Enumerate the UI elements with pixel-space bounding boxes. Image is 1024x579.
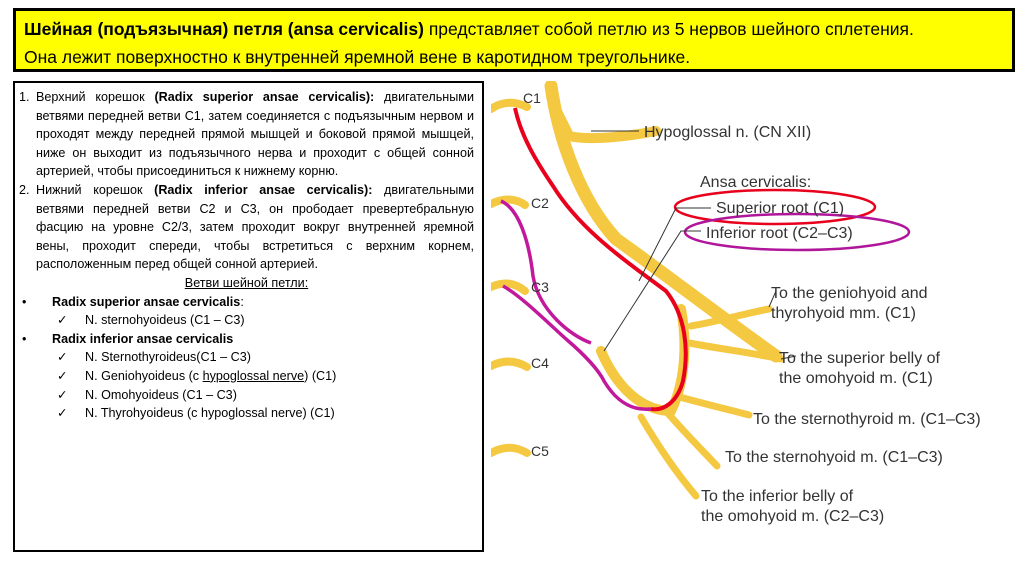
item-lead: Нижний корешок	[36, 182, 155, 197]
check-item-tail: ) (C1)	[304, 368, 337, 383]
check-item	[19, 367, 474, 386]
item-body: двигательными ветвями передней ветви С1, затем соединяется с подъязычным нервом и проходят между передней прямой мышцей и боковой прямой мышцей, ниже он выходит из подъязычного нерва и проходит с общей сонной артерией, чтобы присоединиться к нижнему корню.	[36, 90, 474, 179]
list-number: 1.	[19, 90, 30, 104]
inferior-root-label: Inferior root (C2–C3)	[706, 225, 853, 242]
title-line-1-rest: представляет собой петлю из 5 нервов шейного сплетения.	[423, 19, 914, 39]
underlined-term: hypoglossal nerve	[202, 368, 305, 383]
bullet-dot: •	[22, 331, 27, 346]
superior-root-label: Superior root (C1)	[716, 200, 845, 217]
check-item	[19, 348, 474, 367]
c2-label: C2	[531, 195, 549, 211]
branches-title: Ветви шейной петли:	[184, 275, 309, 290]
check-item	[19, 311, 474, 330]
bullet-title: Radix inferior ansae cervicalis	[52, 331, 234, 346]
item-term: (Radix inferior ansae cervicalis):	[154, 182, 373, 197]
check-icon: ✓	[57, 368, 68, 383]
description-panel	[13, 81, 484, 552]
item-lead: Верхний корешок	[36, 90, 155, 104]
omohyoid-sup-label-2: the omohyoid m. (C1)	[779, 370, 933, 387]
c4-nerve	[491, 362, 527, 367]
check-icon: ✓	[57, 387, 68, 402]
bullet-title: Radix superior ansae cervicalis	[52, 294, 241, 309]
check-item	[19, 386, 474, 405]
hypoglossal-label: Hypoglossal n. (CN XII)	[644, 124, 812, 141]
check-item-text: N. Sternothyroideus(C1 – C3)	[85, 350, 251, 365]
check-item-text: N. Omohyoideus (C1 – C3)	[85, 387, 237, 402]
title-line-1	[24, 15, 1004, 43]
c4-label: C4	[531, 355, 549, 371]
check-icon: ✓	[57, 406, 68, 421]
bullet-dot: •	[22, 294, 27, 309]
list-item-text	[36, 88, 474, 181]
omohyoid-inferior-branch	[641, 417, 696, 496]
check-item-text	[85, 367, 336, 386]
omohyoid-inf-label-2: the omohyoid m. (C2–C3)	[701, 508, 885, 525]
check-item-lead: N. Geniohyoideus (c	[85, 368, 203, 383]
geniohyoid-label-1: To the geniohyoid and	[771, 285, 928, 302]
sternohyoid-label: To the sternohyoid m. (C1–C3)	[725, 449, 943, 466]
sternothyroid-label: To the sternothyroid m. (C1–C3)	[753, 411, 981, 428]
bullet-inferior	[19, 330, 474, 349]
bullet-superior	[19, 293, 474, 312]
item-term: (Radix superior ansae cervicalis):	[154, 90, 375, 104]
title-line-2: Она лежит поверхностно к внутренней яремной вене в каротидном треугольнике.	[24, 47, 691, 67]
list-number: 2.	[19, 182, 30, 197]
diagram-svg	[491, 81, 1024, 579]
check-item-text: N. Thyrohyoideus (c hypoglossal nerve) (C1)	[85, 406, 335, 421]
hypoglossal-nerve-start	[551, 86, 656, 138]
title-banner	[13, 8, 1015, 72]
check-item	[19, 404, 474, 423]
list-item-inferior-root	[19, 181, 474, 274]
bullet-colon: :	[240, 294, 244, 309]
geniohyoid-label-2: thyrohyoid mm. (C1)	[771, 305, 916, 322]
ansa-cervicalis-diagram	[491, 81, 1024, 579]
c1-nerve	[491, 103, 527, 109]
check-icon: ✓	[57, 313, 68, 328]
ansa-label: Ansa cervicalis:	[700, 174, 812, 191]
inferior-root-line	[501, 201, 651, 409]
omohyoid-inf-label-1: To the inferior belly of	[701, 488, 854, 505]
c1-label: C1	[523, 90, 541, 106]
branches-heading	[19, 274, 474, 293]
sternothyroid-branch	[676, 396, 749, 415]
omohyoid-sup-label-1: To the superior belly of	[779, 350, 940, 367]
sternohyoid-branch	[666, 411, 717, 466]
item-body: двигательными ветвями передней ветви С2 и С3, он прободает превертебральную фасцию на уровне С2/3, затем проходит вокруг внутренней яремной вены, проходит спереди, чтобы встретиться с верхним корнем, расположенным перед общей сонной артерией.	[36, 182, 474, 272]
title-term: Шейная (подъязычная) петля (ansa cervicalis)	[24, 19, 424, 39]
check-item-text: N. sternohyoideus (C1 – C3)	[85, 313, 245, 328]
c5-nerve	[491, 448, 527, 453]
list-item-text	[36, 181, 474, 274]
check-icon: ✓	[57, 350, 68, 365]
c3-label: C3	[531, 279, 549, 295]
bullet-text	[52, 293, 244, 312]
list-item-superior-root	[19, 88, 474, 181]
c5-label: C5	[531, 443, 549, 459]
